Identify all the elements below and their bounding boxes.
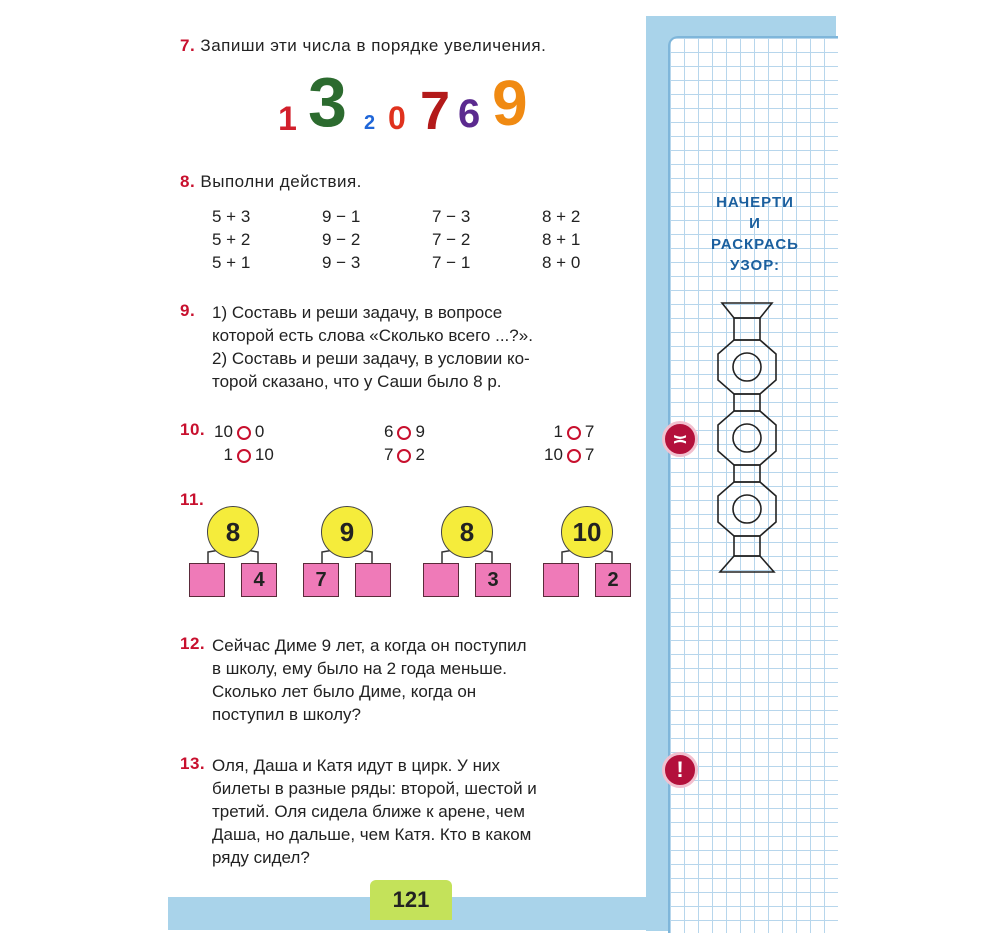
number-box[interactable] [189,563,225,597]
expression: 8 + 0 [542,253,581,272]
task-12-text [212,634,632,726]
number-circle: 8 [441,506,493,558]
expression: 5 + 1 [212,253,251,272]
digit: 6 [458,92,481,136]
expression: 7 − 3 [432,207,471,226]
task-13-text [212,754,632,869]
expression: 8 + 1 [542,230,581,249]
sidebar-title-line: НАЧЕРТИ [716,194,794,211]
compare-right: 7 [584,445,595,464]
task-number-12 [180,634,205,654]
task-number: 12. [180,634,206,653]
page-number: 121 [370,880,452,920]
compare-right: 10 [254,445,274,464]
task-line: 1) Составь и реши задачу, в вопросе [212,303,503,322]
compare-right: 0 [254,422,265,441]
think-icon-glyph: ≍ [672,429,688,449]
expression: 9 − 2 [322,230,361,249]
task-line: Сейчас Диме 9 лет, а когда он поступил [212,636,527,655]
task-number: 8. [180,172,196,191]
number-circle: 9 [321,506,373,558]
sidebar-title [700,192,810,276]
digit: 1 [278,100,297,138]
task-line: 2) Составь и реши задачу, в условии ко- [212,349,530,368]
digit: 2 [364,112,376,134]
expression: 5 + 3 [212,207,251,226]
expression: 9 − 3 [322,253,361,272]
number-box[interactable] [355,563,391,597]
number-circle: 10 [561,506,613,558]
task-line: поступил в школу? [212,705,361,724]
compare-left: 6 [384,422,394,441]
number-box[interactable]: 7 [303,563,339,597]
sidebar-title-line: И [749,215,761,232]
task-number: 11. [180,490,205,509]
number-circle: 8 [207,506,259,558]
task-line: в школу, ему было на 2 года меньше. [212,659,508,678]
task-line: ряду сидел? [212,848,310,867]
expression: 9 − 1 [322,207,361,226]
task-line: Даша, но дальше, чем Катя. Кто в каком [212,825,532,844]
sidebar-title-line: РАСКРАСЬ [711,236,799,253]
task-text: Выполни действия. [200,172,362,191]
number-box[interactable] [543,563,579,597]
compare-left: 1 [223,445,233,464]
expression: 7 − 2 [432,230,471,249]
expression: 7 − 1 [432,253,471,272]
warning-icon [662,752,698,788]
compare-left: 10 [544,445,563,464]
compare-left: 10 [214,422,233,441]
task-text: Запиши эти числа в порядке увеличения. [200,36,547,55]
number-box[interactable]: 3 [475,563,511,597]
digit: 0 [388,100,406,136]
task-number: 10. [180,420,206,439]
think-icon [662,421,698,457]
digit: 3 [308,63,347,141]
task-number: 9. [180,301,196,320]
number-box[interactable]: 2 [595,563,631,597]
task-number: 7. [180,36,196,55]
pattern-drawing [712,298,782,578]
number-box[interactable]: 4 [241,563,277,597]
number-box[interactable] [423,563,459,597]
sidebar-title-line: УЗОР: [730,257,780,274]
task-line: Сколько лет было Диме, когда он [212,682,477,701]
warning-icon-glyph: ! [676,757,684,782]
digit: 9 [492,67,528,139]
compare-left: 1 [553,422,563,441]
task-line: Оля, Даша и Катя идут в цирк. У них [212,756,500,775]
expression: 5 + 2 [212,230,251,249]
task-line: третий. Оля сидела ближе к арене, чем [212,802,525,821]
task-number-13 [180,754,205,774]
task-line: билеты в разные ряды: второй, шестой и [212,779,537,798]
task-line: которой есть слова «Сколько всего ...?». [212,326,533,345]
compare-right: 2 [415,445,425,464]
task-line: торой сказано, что у Саши было 8 р. [212,372,502,391]
compare-right: 7 [584,422,595,441]
compare-left: 7 [384,445,394,464]
expression: 8 + 2 [542,207,581,226]
compare-right: 9 [415,422,425,441]
digit: 7 [420,81,451,141]
task-number: 13. [180,754,206,773]
